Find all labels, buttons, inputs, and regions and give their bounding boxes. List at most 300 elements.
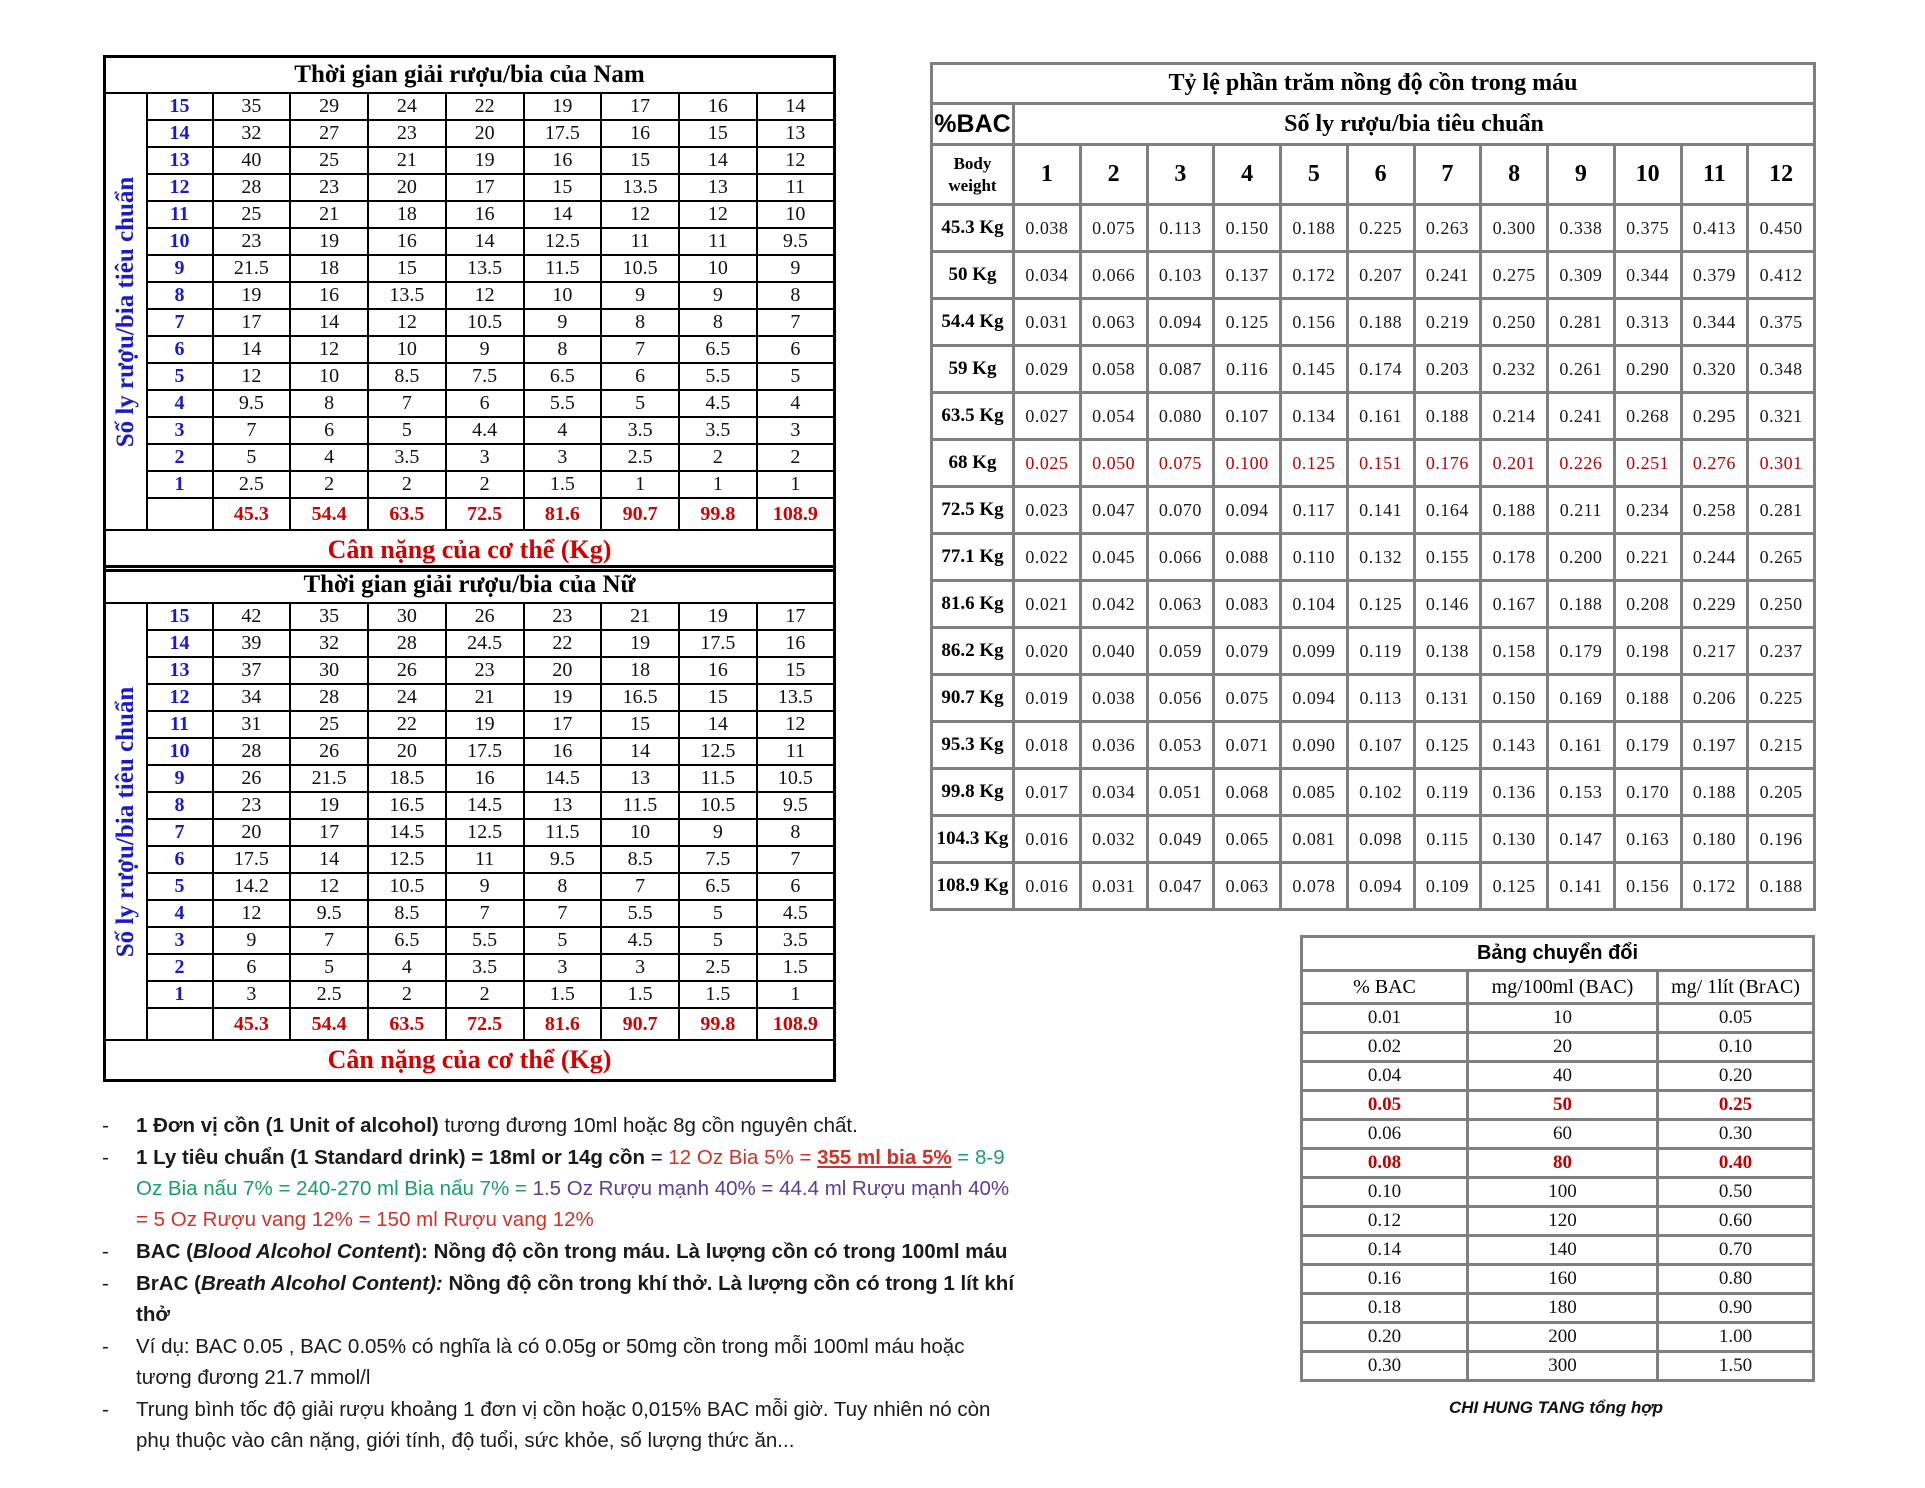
hours-cell: 1.5 [757, 954, 835, 981]
bac-corner-label: %BAC [932, 104, 1014, 145]
bac-value-cell: 0.040 [1080, 628, 1147, 675]
drink-count-cell: 1 [147, 471, 213, 498]
bac-value-cell: 0.214 [1481, 393, 1548, 440]
bac-value-cell: 0.136 [1481, 769, 1548, 816]
hours-cell: 5 [368, 417, 446, 444]
conversion-value-cell: 0.40 [1658, 1149, 1814, 1178]
hours-cell: 12 [601, 201, 679, 228]
bac-value-cell: 0.219 [1414, 299, 1481, 346]
hours-cell: 19 [213, 282, 291, 309]
hours-cell: 8.5 [601, 846, 679, 873]
bac-value-cell: 0.047 [1147, 863, 1214, 910]
bac-value-cell: 0.167 [1481, 581, 1548, 628]
drink-col-header: 5 [1281, 145, 1348, 205]
bac-value-cell: 0.180 [1681, 816, 1748, 863]
bac-value-cell: 0.313 [1614, 299, 1681, 346]
bac-value-cell: 0.379 [1681, 252, 1748, 299]
bac-value-cell: 0.196 [1748, 816, 1815, 863]
hours-cell: 23 [290, 174, 368, 201]
bac-value-cell: 0.098 [1347, 816, 1414, 863]
conversion-value-cell: 1.00 [1658, 1323, 1814, 1352]
hours-cell: 16 [524, 147, 602, 174]
hours-cell: 10 [601, 819, 679, 846]
bac-value-cell: 0.300 [1481, 205, 1548, 252]
bac-value-cell: 0.203 [1414, 346, 1481, 393]
note-segment: Breath Alcohol Content): [200, 1272, 443, 1295]
table-row [105, 711, 835, 738]
hours-cell: 9.5 [213, 390, 291, 417]
hours-cell: 5.5 [679, 363, 757, 390]
hours-cell: 11.5 [524, 255, 602, 282]
hours-cell: 6.5 [524, 363, 602, 390]
hours-cell: 10.5 [368, 873, 446, 900]
hours-cell: 22 [524, 630, 602, 657]
bac-value-cell: 0.125 [1281, 440, 1348, 487]
female-alcohol-recovery-table [103, 565, 836, 1082]
bac-value-cell: 0.066 [1080, 252, 1147, 299]
hours-cell: 14 [290, 309, 368, 336]
hours-cell: 4.5 [679, 390, 757, 417]
hours-cell: 18 [601, 657, 679, 684]
bac-value-cell: 0.056 [1147, 675, 1214, 722]
hours-cell: 9 [679, 282, 757, 309]
hours-cell: 3.5 [757, 927, 835, 954]
drink-count-cell: 1 [147, 981, 213, 1008]
bac-value-cell: 0.100 [1214, 440, 1281, 487]
weight-cell: 81.6 [524, 1008, 602, 1040]
hours-cell: 20 [524, 657, 602, 684]
note-segment: Blood Alcohol Content [192, 1240, 415, 1263]
hours-cell: 14 [213, 336, 291, 363]
table-row [932, 299, 1815, 346]
table-row [1302, 1120, 1814, 1149]
notes-list [95, 1110, 1145, 1457]
bac-value-cell: 0.200 [1548, 534, 1615, 581]
note-item [95, 1236, 1145, 1267]
bac-value-cell: 0.020 [1014, 628, 1081, 675]
table-row [932, 816, 1815, 863]
table-row [932, 628, 1815, 675]
bac-value-cell: 0.344 [1681, 299, 1748, 346]
bac-value-cell: 0.155 [1414, 534, 1481, 581]
note-segment: 355 ml bia 5% [817, 1146, 952, 1169]
hours-cell: 21 [601, 603, 679, 630]
bullet-dash: - [102, 1398, 109, 1421]
table-row [105, 981, 835, 1008]
weight-cell: 45.3 [213, 498, 291, 530]
bac-value-cell: 0.225 [1347, 205, 1414, 252]
hours-cell: 9.5 [757, 792, 835, 819]
bac-value-cell: 0.143 [1481, 722, 1548, 769]
bac-value-cell: 0.237 [1748, 628, 1815, 675]
hours-cell: 12 [446, 282, 524, 309]
bac-value-cell: 0.348 [1748, 346, 1815, 393]
bac-value-cell: 0.150 [1481, 675, 1548, 722]
hours-cell: 3 [213, 981, 291, 1008]
drink-count-cell: 9 [147, 765, 213, 792]
hours-cell: 2.5 [290, 981, 368, 1008]
bac-value-cell: 0.125 [1347, 581, 1414, 628]
bac-value-cell: 0.071 [1214, 722, 1281, 769]
table-row [1302, 1091, 1814, 1120]
hours-cell: 20 [368, 738, 446, 765]
hours-cell: 14.5 [368, 819, 446, 846]
hours-cell: 8.5 [368, 900, 446, 927]
bac-value-cell: 0.179 [1548, 628, 1615, 675]
drink-count-cell: 2 [147, 444, 213, 471]
bullet-dash: - [102, 1240, 109, 1263]
note-segment: 12 Oz Bia 5% = [668, 1146, 818, 1169]
bac-value-cell: 0.059 [1147, 628, 1214, 675]
drink-col-header: 10 [1614, 145, 1681, 205]
conversion-value-cell: 200 [1468, 1323, 1658, 1352]
bac-value-cell: 0.169 [1548, 675, 1615, 722]
table-row [105, 417, 835, 444]
drink-col-header: 2 [1080, 145, 1147, 205]
hours-cell: 17.5 [679, 630, 757, 657]
hours-cell: 7.5 [446, 363, 524, 390]
hours-cell: 1 [757, 981, 835, 1008]
weight-cell: 72.5 [446, 1008, 524, 1040]
weight-label-cell: 99.8 Kg [932, 769, 1014, 816]
hours-cell: 6.5 [679, 873, 757, 900]
hours-cell: 9 [524, 309, 602, 336]
hours-cell: 19 [446, 147, 524, 174]
drink-count-cell: 9 [147, 255, 213, 282]
table-row [105, 471, 835, 498]
hours-cell: 19 [524, 93, 602, 120]
note-text [136, 1335, 964, 1389]
hours-cell: 11.5 [679, 765, 757, 792]
note-item [95, 1110, 1145, 1141]
note-segment: ): Nồng độ cồn trong máu. Là lượng cồn có trong 100ml máu [414, 1240, 1008, 1263]
hours-cell: 2 [446, 981, 524, 1008]
hours-cell: 3 [446, 444, 524, 471]
bac-value-cell: 0.125 [1481, 863, 1548, 910]
bac-value-cell: 0.038 [1014, 205, 1081, 252]
weight-label-cell: 104.3 Kg [932, 816, 1014, 863]
bac-value-cell: 0.088 [1214, 534, 1281, 581]
hours-cell: 12 [368, 309, 446, 336]
table-row [105, 309, 835, 336]
hours-cell: 15 [679, 684, 757, 711]
bac-value-cell: 0.413 [1681, 205, 1748, 252]
conversion-value-cell: 0.20 [1302, 1323, 1468, 1352]
table-row [932, 346, 1815, 393]
conversion-value-cell: 20 [1468, 1033, 1658, 1062]
drink-count-cell: 14 [147, 630, 213, 657]
table-row [932, 722, 1815, 769]
bac-table [930, 62, 1816, 911]
hours-cell: 1 [601, 471, 679, 498]
bac-value-cell: 0.147 [1548, 816, 1615, 863]
hours-cell: 1.5 [524, 471, 602, 498]
drink-col-header: 1 [1014, 145, 1081, 205]
conversion-value-cell: 0.90 [1658, 1294, 1814, 1323]
bac-conversion-table [1300, 935, 1815, 1382]
table-row [105, 819, 835, 846]
hours-cell: 7 [601, 336, 679, 363]
bac-value-cell: 0.119 [1414, 769, 1481, 816]
table-row [105, 684, 835, 711]
note-segment: 1.5 Oz Rượu mạnh 40% = 44.4 ml Rượu mạnh 40% [532, 1177, 1010, 1200]
hours-cell: 17.5 [213, 846, 291, 873]
table-row [1302, 1062, 1814, 1091]
hours-cell: 8 [757, 282, 835, 309]
hours-cell: 7 [601, 873, 679, 900]
note-segment: Trung bình tốc độ giải rượu khoảng 1 đơn vị cồn hoặc 0,015% BAC mỗi giờ. Tuy nhiên nó còn [136, 1398, 991, 1421]
female-title: Thời gian giải rượu/bia của Nữ [105, 567, 835, 604]
hours-cell: 16 [601, 120, 679, 147]
hours-cell: 13 [524, 792, 602, 819]
hours-cell: 2 [446, 471, 524, 498]
hours-cell: 15 [601, 711, 679, 738]
hours-cell: 2 [757, 444, 835, 471]
hours-cell: 21.5 [213, 255, 291, 282]
hours-cell: 8 [290, 390, 368, 417]
conversion-value-cell: 300 [1468, 1352, 1658, 1381]
bac-percentage-table [930, 62, 1816, 911]
bac-value-cell: 0.153 [1548, 769, 1615, 816]
hours-cell: 1 [757, 471, 835, 498]
table-row [105, 444, 835, 471]
hours-cell: 28 [290, 684, 368, 711]
bac-value-cell: 0.156 [1281, 299, 1348, 346]
conversion-value-cell: 0.06 [1302, 1120, 1468, 1149]
hours-cell: 40 [213, 147, 291, 174]
hours-cell: 17 [757, 603, 835, 630]
hours-cell: 35 [213, 93, 291, 120]
credit-line: CHI HUNG TANG tổng hợp [1448, 1398, 1664, 1417]
hours-cell: 6.5 [679, 336, 757, 363]
hours-cell: 10 [679, 255, 757, 282]
hours-cell: 9 [446, 873, 524, 900]
conversion-title: Bảng chuyển đổi [1302, 937, 1814, 971]
hours-cell: 18 [290, 255, 368, 282]
bac-value-cell: 0.103 [1147, 252, 1214, 299]
hours-cell: 10.5 [679, 792, 757, 819]
conversion-value-cell: 140 [1468, 1236, 1658, 1265]
hours-cell: 7 [757, 846, 835, 873]
hours-cell: 26 [368, 657, 446, 684]
table-row [105, 93, 835, 120]
hours-cell: 12 [290, 873, 368, 900]
bac-value-cell: 0.151 [1347, 440, 1414, 487]
note-text [136, 1114, 858, 1137]
weights-row [105, 1008, 835, 1040]
hours-cell: 12.5 [368, 846, 446, 873]
hours-cell: 14 [446, 228, 524, 255]
bullet-dash: - [102, 1335, 109, 1358]
male-table [103, 55, 836, 572]
hours-cell: 9.5 [290, 900, 368, 927]
bac-value-cell: 0.109 [1414, 863, 1481, 910]
drink-col-header: 4 [1214, 145, 1281, 205]
drink-count-cell: 4 [147, 390, 213, 417]
bac-value-cell: 0.075 [1080, 205, 1147, 252]
bullet-dash: - [102, 1272, 109, 1295]
bac-value-cell: 0.045 [1080, 534, 1147, 581]
hours-cell: 17 [524, 711, 602, 738]
bac-value-cell: 0.031 [1080, 863, 1147, 910]
bac-value-cell: 0.075 [1147, 440, 1214, 487]
weight-cell: 99.8 [679, 498, 757, 530]
bac-value-cell: 0.320 [1681, 346, 1748, 393]
male-alcohol-recovery-table [103, 55, 836, 572]
table-row [105, 630, 835, 657]
bac-value-cell: 0.065 [1214, 816, 1281, 863]
bac-value-cell: 0.032 [1080, 816, 1147, 863]
hours-cell: 21.5 [290, 765, 368, 792]
note-segment: thở [136, 1303, 170, 1326]
table-row [932, 581, 1815, 628]
conversion-value-cell: 0.05 [1658, 1004, 1814, 1033]
bac-value-cell: 0.049 [1147, 816, 1214, 863]
hours-cell: 23 [368, 120, 446, 147]
side-label-cell [105, 603, 147, 1040]
title-row [105, 57, 835, 94]
drink-count-cell: 11 [147, 201, 213, 228]
table-row [932, 769, 1815, 816]
header-row [1302, 971, 1814, 1004]
weight-cell: 72.5 [446, 498, 524, 530]
bac-value-cell: 0.134 [1281, 393, 1348, 440]
conversion-value-cell: 0.12 [1302, 1207, 1468, 1236]
bac-value-cell: 0.083 [1214, 581, 1281, 628]
hours-cell: 24.5 [446, 630, 524, 657]
table-row [932, 393, 1815, 440]
hours-cell: 5 [213, 444, 291, 471]
hours-cell: 37 [213, 657, 291, 684]
conversion-value-cell: 80 [1468, 1149, 1658, 1178]
hours-cell: 8 [524, 873, 602, 900]
table-row [105, 792, 835, 819]
table-row [932, 675, 1815, 722]
hours-cell: 12.5 [679, 738, 757, 765]
table-row [105, 147, 835, 174]
hours-cell: 8 [757, 819, 835, 846]
bac-value-cell: 0.172 [1681, 863, 1748, 910]
table-row [1302, 1265, 1814, 1294]
bac-value-cell: 0.017 [1014, 769, 1081, 816]
hours-cell: 14 [679, 147, 757, 174]
conversion-value-cell: 10 [1468, 1004, 1658, 1033]
weight-cell: 108.9 [757, 1008, 835, 1040]
conversion-value-cell: 0.80 [1658, 1265, 1814, 1294]
weight-cell: 90.7 [601, 1008, 679, 1040]
hours-cell: 2 [368, 471, 446, 498]
hours-cell: 3 [757, 417, 835, 444]
hours-cell: 4.4 [446, 417, 524, 444]
bac-value-cell: 0.125 [1214, 299, 1281, 346]
conversion-value-cell: 0.70 [1658, 1236, 1814, 1265]
hours-cell: 31 [213, 711, 291, 738]
hours-cell: 19 [524, 684, 602, 711]
weight-label-cell: 95.3 Kg [932, 722, 1014, 769]
hours-cell: 6 [757, 873, 835, 900]
hours-cell: 23 [524, 603, 602, 630]
bac-value-cell: 0.156 [1614, 863, 1681, 910]
hours-cell: 13.5 [368, 282, 446, 309]
hours-cell: 16 [757, 630, 835, 657]
bac-value-cell: 0.281 [1548, 299, 1615, 346]
hours-cell: 16 [679, 93, 757, 120]
hours-cell: 14 [679, 711, 757, 738]
bac-value-cell: 0.261 [1548, 346, 1615, 393]
bac-value-cell: 0.110 [1281, 534, 1348, 581]
bac-drinks-header: Số ly rượu/bia tiêu chuẩn [1014, 104, 1815, 145]
female-side-label: Số ly rượu/bia tiêu chuẩn [111, 686, 139, 957]
drink-count-cell: 7 [147, 309, 213, 336]
bac-value-cell: 0.022 [1014, 534, 1081, 581]
bac-value-cell: 0.234 [1614, 487, 1681, 534]
bac-value-cell: 0.251 [1614, 440, 1681, 487]
hours-cell: 12.5 [524, 228, 602, 255]
hours-cell: 3 [524, 954, 602, 981]
bac-value-cell: 0.115 [1414, 816, 1481, 863]
bac-value-cell: 0.225 [1748, 675, 1815, 722]
bac-value-cell: 0.125 [1414, 722, 1481, 769]
hours-cell: 10.5 [601, 255, 679, 282]
bac-value-cell: 0.163 [1614, 816, 1681, 863]
hours-cell: 23 [213, 792, 291, 819]
bac-value-cell: 0.141 [1548, 863, 1615, 910]
bac-value-cell: 0.078 [1281, 863, 1348, 910]
hours-cell: 2.5 [679, 954, 757, 981]
note-text [136, 1240, 1007, 1263]
bac-value-cell: 0.188 [1414, 393, 1481, 440]
bac-value-cell: 0.085 [1281, 769, 1348, 816]
drink-count-cell: 14 [147, 120, 213, 147]
hours-cell: 2 [679, 444, 757, 471]
bac-value-cell: 0.025 [1014, 440, 1081, 487]
hours-cell: 24 [368, 93, 446, 120]
bac-value-cell: 0.094 [1214, 487, 1281, 534]
weight-cell: 54.4 [290, 498, 368, 530]
bac-value-cell: 0.113 [1147, 205, 1214, 252]
hours-cell: 10.5 [446, 309, 524, 336]
table-row [105, 282, 835, 309]
hours-cell: 7 [446, 900, 524, 927]
bac-value-cell: 0.113 [1347, 675, 1414, 722]
bac-value-cell: 0.265 [1748, 534, 1815, 581]
hours-cell: 20 [446, 120, 524, 147]
title-row [932, 64, 1815, 104]
hours-cell: 6 [601, 363, 679, 390]
conversion-value-cell: 0.04 [1302, 1062, 1468, 1091]
side-label-cell [105, 93, 147, 530]
bac-value-cell: 0.027 [1014, 393, 1081, 440]
bac-value-cell: 0.094 [1147, 299, 1214, 346]
bac-value-cell: 0.375 [1614, 205, 1681, 252]
hours-cell: 1.5 [679, 981, 757, 1008]
table-row [932, 252, 1815, 299]
bac-value-cell: 0.102 [1347, 769, 1414, 816]
bullet-dash: - [102, 1146, 109, 1169]
bac-value-cell: 0.232 [1481, 346, 1548, 393]
hours-cell: 5 [601, 390, 679, 417]
weight-label-cell: 86.2 Kg [932, 628, 1014, 675]
bac-value-cell: 0.208 [1614, 581, 1681, 628]
hours-cell: 13 [601, 765, 679, 792]
hours-cell: 12 [290, 336, 368, 363]
bac-value-cell: 0.107 [1347, 722, 1414, 769]
hours-cell: 9 [446, 336, 524, 363]
table-row [1302, 1178, 1814, 1207]
hours-cell: 6 [290, 417, 368, 444]
bac-value-cell: 0.016 [1014, 816, 1081, 863]
weight-cell: 63.5 [368, 1008, 446, 1040]
